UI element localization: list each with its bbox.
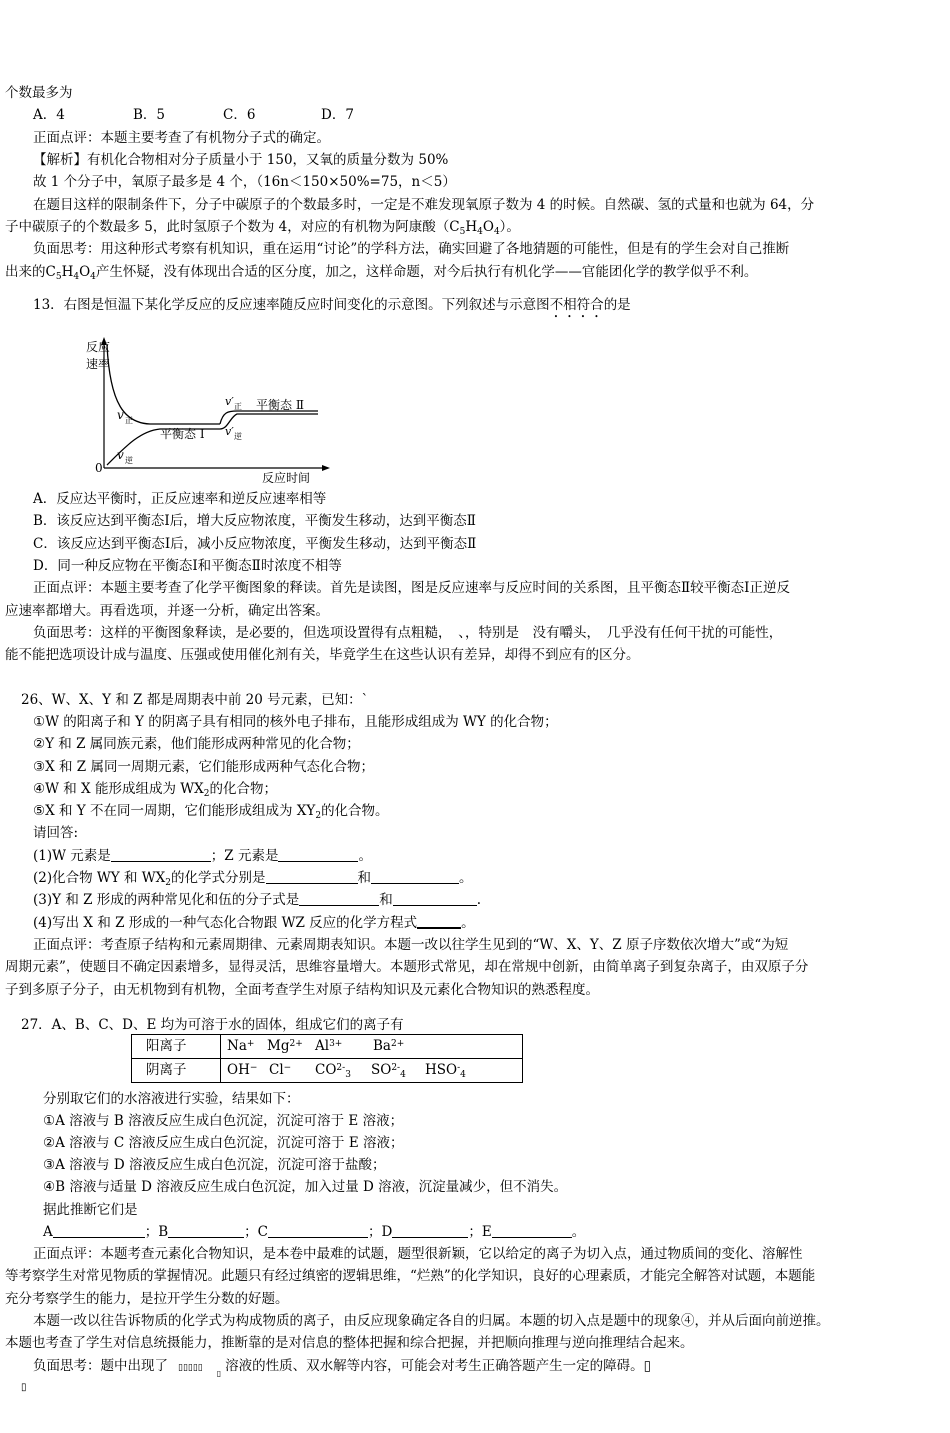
- q12-analysis-line: 故 1 个分子中，氧原子最多是 4 个，（16n＜150×50%=75，n＜5）: [33, 174, 456, 190]
- x-axis-arrow: [322, 465, 330, 471]
- q13-negative-a: 负面思考：这样的平衡图象释读，是必要的，但选项设置得有点粗糙， 、，特别是 没有嚼头， 几乎没有任何干扰的可能性，: [33, 625, 783, 641]
- q13-emphasis: 不相符合: [549, 297, 604, 313]
- forward-rate-curve-2: [220, 411, 318, 424]
- blank-w-element[interactable]: [111, 847, 211, 862]
- q12-option-b: B．5: [133, 107, 166, 123]
- cation-list: [221, 1035, 523, 1059]
- q13-positive-b: 应速率都增大。再看选项，并逐一分析，确定出答案。: [5, 603, 329, 619]
- q12-option-d: D．7: [321, 107, 354, 123]
- blank-e[interactable]: [492, 1223, 572, 1238]
- formula-c5h4o4: $C_5H_4O_4$: [449, 219, 500, 237]
- q26-ask: 请回答:: [33, 825, 79, 841]
- q12-option-a: A．4: [33, 107, 65, 123]
- q26-positive-b: 周期元素”，使题目不确定因素增多，显得灵活，思维容量增大。本题形式常见，却在常规中创新，由简单离子到复杂离子，由双原子分: [5, 959, 809, 975]
- blank-b[interactable]: [168, 1223, 244, 1238]
- q27-intro: 分别取它们的水溶液进行实验，结果如下：: [43, 1091, 300, 1107]
- cation-label: 阳离子: [132, 1035, 221, 1059]
- blank-equation[interactable]: [417, 913, 461, 929]
- y-label-line2: 速率: [86, 357, 111, 371]
- blank-d[interactable]: [392, 1223, 468, 1238]
- y-label-line1: 反应: [86, 340, 111, 354]
- q27-para2-a: 本题一改以往告诉物质的化学式为构成物质的离子，由反应现象确定各自的归属。本题的切入点是题中的现象④，并从后面向前逆推。: [33, 1313, 830, 1329]
- cation-row: [132, 1035, 523, 1059]
- q27-experiment-4: ④B 溶液与适量 D 溶液反应生成白色沉淀，加入过量 D 溶液，沉淀量减少，但不消失。: [43, 1179, 568, 1195]
- ion-cl: Cl−: [269, 1062, 292, 1079]
- ion-ba: $Ba^{2+}$: [373, 1038, 405, 1055]
- ion-co3: $CO^{2-}_3$: [315, 1062, 351, 1081]
- q27-stem: 27．A、B、C、D、E 均为可溶于水的固体，组成它们的离子有: [21, 1017, 404, 1033]
- blank-a[interactable]: [53, 1223, 145, 1238]
- formula-c5h4o4-2: $C_5H_4O_4$: [45, 264, 96, 282]
- q26-condition-4: ④W 和 X 能形成组成为 $WX_2$的化合物；: [33, 781, 277, 799]
- q12-para-a: 在题目这样的限制条件下，分子中碳原子的个数最多时，一定是不难发现氧原子数为 4 的时候。自然碳、氢的式量和也就为 64，分: [33, 197, 815, 213]
- blank-c[interactable]: [268, 1223, 368, 1238]
- v2-reverse-label: v′: [225, 425, 234, 438]
- ion-na: Na+: [227, 1038, 255, 1055]
- v2-forward-sub: 正: [234, 402, 242, 411]
- q27-experiment-1: ①A 溶液与 B 溶液反应生成白色沉淀，沉淀可溶于 E 溶液；: [43, 1113, 404, 1129]
- q27-experiment-2: ②A 溶液与 C 溶液反应生成白色沉淀，沉淀可溶于 E 溶液；: [43, 1135, 404, 1151]
- q13-option-c: C．该反应达到平衡态Ⅰ后，减小反应物浓度，平衡发生移动，达到平衡态Ⅱ: [33, 536, 477, 552]
- equilibrium-state-2: 平衡态 Ⅱ: [256, 398, 304, 412]
- anion-list: [221, 1059, 523, 1083]
- q27-experiment-3: ③A 溶液与 D 溶液反应生成白色沉淀，沉淀可溶于盐酸；: [43, 1157, 386, 1173]
- garbled-mark: ▯: [216, 1369, 222, 1378]
- reverse-rate-curve-2: [220, 414, 318, 429]
- q27-infer: 据此推断它们是: [43, 1202, 138, 1218]
- anion-label: 阴离子: [132, 1059, 221, 1083]
- q12-options: [33, 104, 354, 126]
- q26-answer-2: (2)化合物 WY 和 $WX_2$的化学式分别是 和 。: [33, 870, 473, 888]
- blank-wx2-formula[interactable]: [371, 869, 459, 884]
- q12-negative-b: 出来的$C_5H_4O_4$产生怀疑，没有体现出合适的区分度，加之，这样命题，对今后执行有机化学——官能团化学的教学似乎不利。: [5, 264, 758, 282]
- q26-condition-5: ⑤X 和 Y 不在同一周期，它们能形成组成为 $XY_2$的化合物。: [33, 803, 389, 821]
- q13-negative-b: 能不能把选项设计成与温度、压强或使用催化剂有关，毕竟学生在这些认识有差异，却得不到应有的区分。: [5, 647, 640, 663]
- q26-condition-2: ②Y 和 Z 属同族元素，他们能形成两种常见的化合物；: [33, 736, 360, 752]
- ion-table: [131, 1034, 523, 1083]
- v2-reverse-sub: 逆: [234, 432, 242, 441]
- q27-positive-c: 充分考察学生的能力，是拉开学生分数的好题。: [5, 1291, 289, 1307]
- q26-answer-4: (4)写出 X 和 Z 形成的一种气态化合物跟 WZ 反应的化学方程式 。: [33, 915, 475, 931]
- equilibrium-state-1: 平衡态 Ⅰ: [160, 427, 205, 441]
- v-forward-label: v: [117, 408, 124, 422]
- q12-negative-a: 负面思考：用这种形式考察有机知识，重在运用“讨论”的学科方法，确实回避了各地猜题的可能性，但是有的学生会对自己推断: [33, 241, 790, 257]
- q12-positive-comment: 正面点评：本题主要考查了有机物分子式的确定。: [33, 130, 330, 146]
- q26-condition-1: ①W 的阳离子和 Y 的阴离子具有相同的核外电子排布，且能形成组成为 WY 的化合物；: [33, 714, 558, 730]
- end-mark: ▯: [21, 1382, 27, 1393]
- ion-al: $Al^{3+}$: [315, 1038, 343, 1055]
- x-label: 反应时间: [262, 471, 311, 483]
- q13-option-a: A．反应达平衡时，正反应速率和逆反应速率相等: [33, 491, 327, 507]
- ion-oh: OH−: [227, 1062, 258, 1079]
- q13-stem: 13．右图是恒温下某化学反应的反应速率随反应时间变化的示意图。下列叙述与示意图不相符合的是: [33, 297, 631, 313]
- garbled-glyphs: ▯▯▯▯▯: [178, 1363, 203, 1373]
- q12-para-b: 子中碳原子的个数最多 5，此时氢原子个数为 4，对应的有机物为阿康酸$(C_5H_4O_4)$。: [5, 219, 520, 237]
- v-reverse-label: v: [117, 448, 124, 462]
- q27-answers: A ；B ；C ；D ；E 。: [43, 1224, 586, 1240]
- q27-para2-b: 本题也考查了学生对信息统摄能力，推断靠的是对信息的整体把握和综合把握，并把顺向推理与逆向推理结合起来。: [5, 1335, 694, 1351]
- ion-mg: $Mg^{2+}$: [267, 1038, 303, 1055]
- v2-forward-label: v′: [225, 395, 234, 408]
- anion-row: [132, 1059, 523, 1083]
- q26-positive-a: 正面点评：考查原子结构和元素周期律、元素周期表知识。本题一改以往学生见到的“W、X、Y、Z 原子序数依次增大”或“为短: [33, 937, 789, 953]
- rate-time-diagram: [80, 335, 340, 483]
- q13-option-d: D．同一种反应物在平衡态Ⅰ和平衡态Ⅱ时浓度不相等: [33, 558, 342, 574]
- blank-yz-compound-1[interactable]: [299, 891, 379, 906]
- q12-stem-tail: 个数最多为: [5, 85, 73, 101]
- blank-wy-formula[interactable]: [266, 869, 358, 884]
- q26-stem: 26、W、X、Y 和 Z 都是周期表中前 20 号元素，已知：`: [21, 692, 369, 708]
- ion-so4: $SO^{2-}_4$: [371, 1062, 406, 1081]
- q27-positive-b: 等考察学生对常见物质的掌握情况。此题只有经过缜密的逻辑思维，“烂熟”的化学知识，良好的心理素质，才能完全解答对试题，本题能: [5, 1268, 816, 1284]
- q26-positive-c: 子到多原子分子，由无机物到有机物，全面考查学生对原子结构知识及元素化合物知识的熟悉程度。: [5, 982, 599, 998]
- ion-hso4: $HSO^-_4$: [425, 1062, 466, 1081]
- q13-positive-a: 正面点评：本题主要考查了化学平衡图象的释读。首先是读图，图是反应速率与反应时间的关系图，且平衡态Ⅱ较平衡态Ⅰ正逆反: [33, 580, 791, 596]
- q26-answer-3: (3)Y 和 Z 形成的两种常见化和伍的分子式是 和 .: [33, 892, 482, 908]
- forward-rate-curve: [107, 345, 220, 424]
- blank-z-element[interactable]: [278, 847, 358, 862]
- q27-negative: 负面思考：题中出现了 $▯▯▯▯▯_▯$ 溶液的性质、双水解等内容，可能会对考生正确答题产生一定的障碍。▯: [33, 1358, 652, 1378]
- v-reverse-sub: 逆: [125, 456, 133, 465]
- q26-answer-1: (1)W 元素是 ；Z 元素是 。: [33, 848, 372, 864]
- v-forward-sub: 正: [125, 416, 133, 425]
- q27-positive-a: 正面点评：本题考查元素化合物知识，是本卷中最难的试题，题型很新颖，它以给定的离子为切入点，通过物质间的变化、溶解性: [33, 1246, 803, 1262]
- q26-condition-3: ③X 和 Z 属同一周期元素，它们能形成两种气态化合物；: [33, 759, 374, 775]
- origin-label: 0: [95, 461, 103, 475]
- q12-option-c: C．6: [223, 107, 256, 123]
- q12-analysis: 【解析】有机化合物相对分子质量小于 150，又氧的质量分数为 50%: [33, 152, 449, 168]
- blank-yz-compound-2[interactable]: [393, 891, 477, 906]
- q13-option-b: B．该反应达到平衡态Ⅰ后，增大反应物浓度，平衡发生移动，达到平衡态Ⅱ: [33, 513, 476, 529]
